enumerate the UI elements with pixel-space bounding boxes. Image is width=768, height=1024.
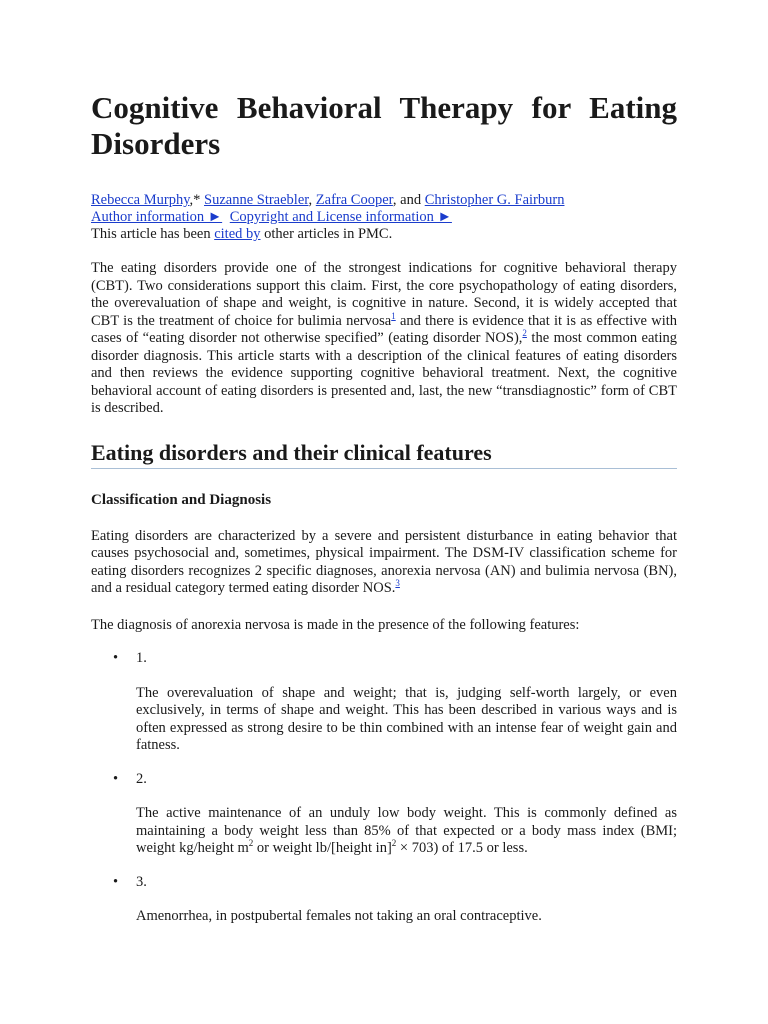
superscript: 2	[248, 838, 254, 849]
diagnosis-intro-paragraph: The diagnosis of anorexia nervosa is made in the presence of the following features:	[91, 616, 580, 633]
intro-text-3: the most common eating disorder diagnosis. This article starts with a description of the clinical features of eating disorders and then reviews the evidence supporting cognitive behavioral treatment. Next, the cognitive behavioral account of eating disorders is presented and, last, the new “transdiagnostic” form of CBT is described.	[91, 330, 677, 416]
intro-text-1: The eating disorders provide one of the strongest indications for cognitive behavioral therapy (CBT). Two considerations support this claim. First, the core psychopathology of eating disorders, the overevaluation of shape and weight, is cognitive in nature. Second, it is widely accepted that CBT is the treatment of choice for bulimia nervosa	[91, 260, 677, 329]
list-item-text	[136, 805, 677, 858]
list-item	[91, 771, 677, 858]
subsection-heading: Classification and Diagnosis	[91, 491, 272, 508]
list-item	[91, 650, 677, 755]
classification-paragraph	[91, 528, 677, 598]
author-separator: ,	[308, 192, 316, 208]
diagnostic-features-list	[91, 650, 677, 926]
intro-text-2: and there is evidence that it is as effective with cases of “eating disorder not otherwise specified” (eating disorder NOS),	[91, 312, 677, 346]
list-item-number: 2.	[136, 770, 147, 787]
author-link-straebler[interactable]: Suzanne Straebler	[204, 192, 309, 208]
bullet-marker: •	[113, 873, 119, 890]
copyright-license-link[interactable]: Copyright and License information ►	[229, 209, 452, 225]
section-heading: Eating disorders and their clinical features	[91, 440, 677, 469]
author-link-cooper[interactable]: Zafra Cooper	[315, 192, 393, 208]
reference-link-1[interactable]: 1	[391, 310, 396, 321]
author-line	[91, 192, 677, 209]
list-item-number: 1.	[136, 650, 147, 666]
classification-text: Eating disorders are characterized by a severe and persistent disturbance in eating behavior that causes psychosocial and, sometimes, physical impairment. The DSM-IV classification scheme for eating disorders recognizes 2 specific diagnoses, anorexia nervosa (AN) and bulimia nervosa (BN), and a residual category termed eating disorder NOS.	[91, 527, 677, 596]
bmi-text-c: × 703) of 17.5 or less.	[396, 840, 528, 856]
intro-paragraph	[91, 260, 677, 418]
info-links	[91, 209, 677, 226]
list-item-text: Amenorrhea, in postpubertal females not taking an oral contraceptive.	[136, 908, 542, 924]
corresponding-author-mark: ,*	[189, 192, 201, 208]
list-item	[91, 874, 677, 926]
author-information-link[interactable]: Author information ►	[91, 209, 223, 225]
reference-link-2[interactable]: 2	[522, 328, 527, 339]
list-item-text: The overevaluation of shape and weight; that is, judging self-worth largely, or even exclusively, in terms of shape and weight. This has been described in various ways and is often expressed as strong desire to be thin combined with an intense fear of weight gain and fatness.	[136, 684, 677, 753]
bullet-marker: •	[113, 770, 119, 787]
author-separator: , and	[392, 192, 425, 208]
cited-suffix: other articles in PMC.	[260, 226, 393, 242]
cited-by-line	[91, 226, 677, 243]
bmi-text-a: The active maintenance of an unduly low body weight. This is commonly defined as maintaining a body weight less than 85% of that expected or a body mass index (BMI; weight kg/height m	[136, 805, 677, 856]
cited-by-link[interactable]: cited by	[214, 226, 261, 242]
cited-prefix: This article has been	[91, 226, 215, 242]
author-link-murphy[interactable]: Rebecca Murphy	[91, 192, 190, 208]
author-block	[91, 192, 677, 243]
bullet-marker: •	[113, 650, 119, 666]
author-link-fairburn[interactable]: Christopher G. Fairburn	[424, 192, 565, 208]
bmi-text-b: or weight lb/[height in]	[253, 840, 392, 856]
reference-link-3[interactable]: 3	[395, 578, 400, 589]
superscript: 2	[391, 838, 397, 849]
article-title: Cognitive Behavioral Therapy for Eating Disorders	[91, 90, 677, 161]
list-item-number: 3.	[136, 873, 147, 890]
